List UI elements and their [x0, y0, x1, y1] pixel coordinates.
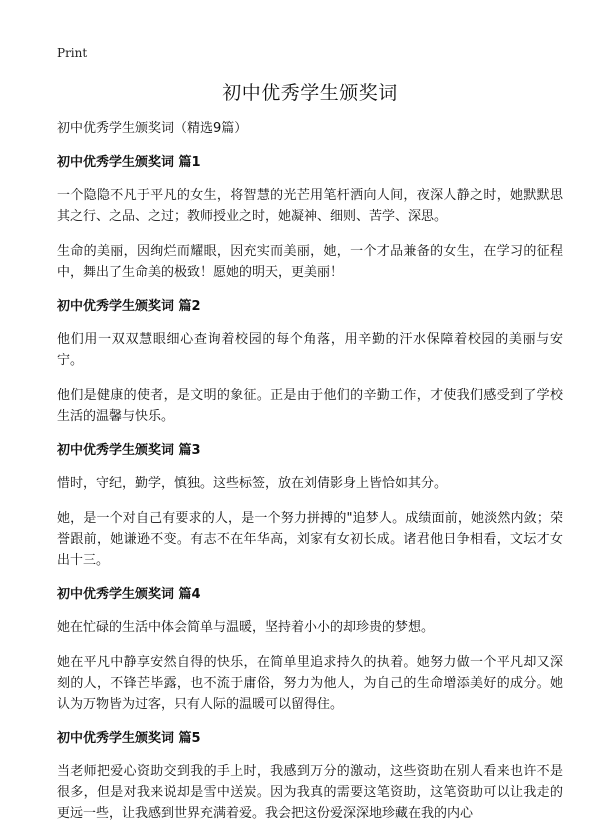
section-1: [57, 153, 563, 283]
section-paragraph: 当老师把爱心资助交到我的手上时，我感到万分的激动，这些资助在别人看来也许不是很多，但是对我来说却是雪中送炭。因为我真的需要这笔资助，这笔资助可以让我走的更远一些，让我感到世界充满着爱。我会把这份爱深深地珍藏在我的内心: [57, 764, 563, 821]
page-title: 初中优秀学生颁奖词: [222, 82, 398, 104]
section-paragraph: 他们用一双双慧眼细心查询着校园的每个角落，用辛勤的汗水保障着校园的美丽与安宁。: [57, 332, 563, 368]
document-page: [57, 80, 563, 838]
print-link[interactable]: Print: [57, 46, 88, 60]
section-paragraph: 惜时，守纪，勤学，慎独。这些标签，放在刘倩影身上皆恰如其分。: [57, 476, 448, 491]
section-paragraph: 她，是一个对自己有要求的人，是一个努力拼搏的"追梦人。成绩面前，她淡然内敛；荣誉跟前，她谦逊不变。有志不在年华高，刘家有女初长成。诸君他日争相看，文坛才女出十三。: [57, 511, 563, 568]
section-heading: 初中优秀学生颁奖词 篇1: [57, 155, 201, 170]
section-3: [57, 441, 563, 571]
section-heading: 初中优秀学生颁奖词 篇3: [57, 443, 201, 458]
section-2: [57, 297, 563, 427]
section-paragraph: 他们是健康的使者，是文明的象征。正是由于他们的辛勤工作，才使我们感受到了学校生活的温馨与快乐。: [57, 388, 563, 424]
section-heading: 初中优秀学生颁奖词 篇2: [57, 299, 201, 314]
section-paragraph: 她在忙碌的生活中体会简单与温暖，坚持着小小的却珍贵的梦想。: [57, 620, 435, 635]
section-paragraph: 生命的美丽，因绚烂而耀眼，因充实而美丽，她，一个才品兼备的女生，在学习的征程中，舞出了生命美的极致！愿她的明天，更美丽！: [57, 244, 563, 280]
document-subtitle: 初中优秀学生颁奖词（精选9篇）: [57, 121, 248, 136]
section-paragraph: 一个隐隐不凡于平凡的女生，将智慧的光芒用笔杆洒向人间，夜深人静之时，她默默思其之行、之品、之过；教师授业之时，她凝神、细则、苦学、深思。: [57, 188, 563, 224]
section-5: [57, 729, 563, 824]
section-4: [57, 585, 563, 715]
section-heading: 初中优秀学生颁奖词 篇4: [57, 587, 201, 602]
section-heading: 初中优秀学生颁奖词 篇5: [57, 731, 201, 746]
section-paragraph: 她在平凡中静享安然自得的快乐，在简单里追求持久的执着。她努力做一个平凡却又深刻的人，不锋芒毕露，也不流于庸俗，努力为他人，为自己的生命增添美好的成分。她认为万物皆为过客，只有人际的温暖可以留得住。: [57, 655, 563, 712]
